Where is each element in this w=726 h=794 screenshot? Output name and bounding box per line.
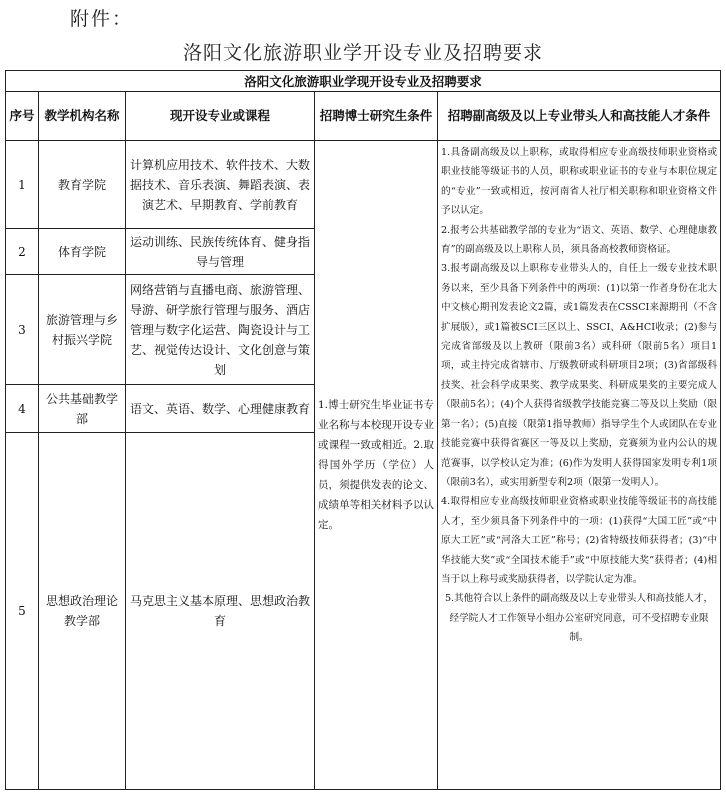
leader-condition-2: 2.报考公共基础教学部的专业为“语文、英语、数学、心理健康教育”的副高级及以上职称人员，须具备高校教师资格证。: [441, 224, 718, 256]
row-org: 公共基础教学部: [39, 385, 126, 433]
header-majors: 现开设专业或课程: [126, 92, 315, 141]
table-row: [6, 141, 721, 229]
row-majors: 网络营销与直播电商、旅游管理、导游、研学旅行管理与服务、酒店管理与数字化运营、陶瓷设计与工艺、视觉传达设计、文化创意与策划: [126, 275, 315, 385]
row-org: 体育学院: [39, 229, 126, 275]
row-majors: 计算机应用技术、软件技术、大数据技术、音乐表演、舞蹈表演、表演艺术、早期教育、学前教育: [126, 141, 315, 229]
row-no: 2: [6, 229, 39, 275]
doctor-conditions: 1.博士研究生毕业证书专业名称与本校现开设专业或课程一致或相近。2.取得国外学历（学位）人员，须提供发表的论文、成绩单等相关材料予以认定。: [315, 141, 438, 790]
leader-condition-3: 3.报考副高级及以上职称专业带头人的，自任上一级专业技术职务以来，至少具备下列条件中的两项：(1)以第一作者身份在北大中文核心期刊发表论文2篇，或1篇发表在CSSCI来源期刊（不含扩展版），或1篇被SCI三区以上、SSCI、A&HCI收录；(2)参与完成省部级及以上教研（限前3名）或科研（限前5名）项目1项，或主持完成省辖市、厅级教研或科研项目2项；(3)省部级科技奖、社会科学成果奖、教学成果奖、科研成果奖的主要完成人（限前5名）；(4)个人获得省级教学技能竞赛二等及以上奖励（限第一名）；(5)直接（限第1指导教师）指导学生个人或团队在专业技能竞赛中获得省赛区一等及以上奖励，竞赛须为业内公认的规范赛事，以学校认定为准；(6)作为发明人获得国家发明专利1项（限前3名），或实用新型专利2项（限第一发明人）。: [441, 263, 718, 488]
header-leader: 招聘副高级及以上专业带头人和高技能人才条件: [438, 92, 721, 141]
requirements-table: [5, 70, 721, 790]
row-no: 4: [6, 385, 39, 433]
document-title: 洛阳文化旅游职业学开设专业及招聘要求: [182, 42, 543, 64]
table-banner-row: [6, 71, 721, 92]
row-org: 教育学院: [39, 141, 126, 229]
leader-condition-4: 4.取得相应专业高级技师职业资格或职业技能等级证书的高技能人才，至少须具备下列条件中的一项：(1)获得“大国工匠”或“中原大工匠”或“河洛大工匠”称号；(2)省特级技师获得者；(3)“中华技能大奖”或“全国技术能手”或“中原技能大奖”获得者；(4)相当于以上称号或奖励获得者，以学院认定为准。: [441, 496, 718, 585]
row-org: 旅游管理与乡村振兴学院: [39, 275, 126, 385]
header-no: 序号: [6, 92, 39, 141]
row-majors: 语文、英语、数学、心理健康教育: [126, 385, 315, 433]
attachment-label: 附件：: [70, 8, 134, 30]
leader-condition-5: 5.其他符合以上条件的副高级及以上专业带头人和高技能人才，经学院人才工作领导小组办公室研究同意，可不受招聘专业限制。: [444, 593, 714, 644]
row-no: 5: [6, 433, 39, 790]
leader-conditions: [438, 141, 721, 790]
leader-condition-1: 1.具备副高级及以上职称，或取得相应专业高级技师职业资格或职业技能等级证书的人员，职称或职业证书的专业与本职位规定的“专业”一致或相近，按河南省人社厅相关职称和职业资格文件予以认定。: [441, 147, 718, 217]
row-no: 1: [6, 141, 39, 229]
header-org: 教学机构名称: [39, 92, 126, 141]
table-header-row: [6, 92, 721, 141]
row-majors: 马克思主义基本原理、思想政治教育: [126, 433, 315, 790]
table-banner: 洛阳文化旅游职业学现开设专业及招聘要求: [6, 71, 721, 92]
header-doctor: 招聘博士研究生条件: [315, 92, 438, 141]
row-org: 思想政治理论教学部: [39, 433, 126, 790]
row-no: 3: [6, 275, 39, 385]
row-majors: 运动训练、民族传统体育、健身指导与管理: [126, 229, 315, 275]
